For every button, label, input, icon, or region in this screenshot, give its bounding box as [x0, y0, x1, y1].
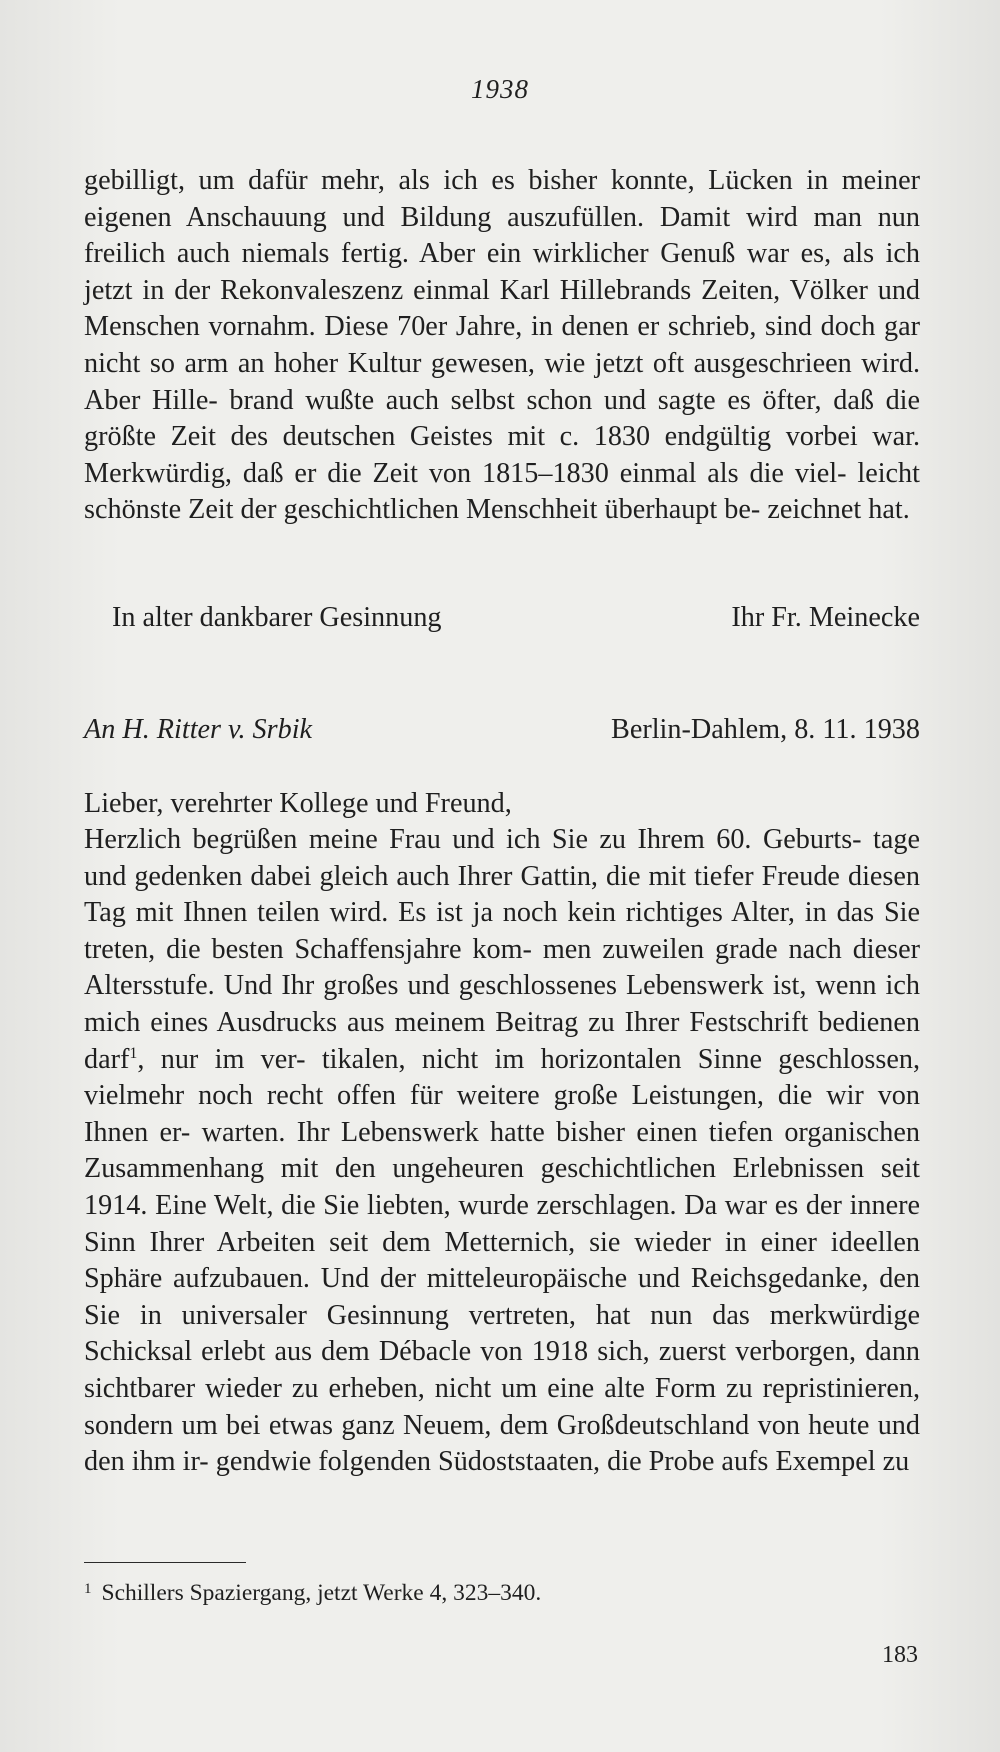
text-line: Kultur gewesen, wie jetzt oft ausgeschrieen wird. Aber Hille-: [84, 347, 921, 416]
footnote-reference: 1: [129, 1044, 138, 1062]
text-line: Zeit des deutschen Geistes mit c. 1830 endgültig vorbei war.: [170, 421, 921, 453]
text-line: recht offen für weitere große Leistungen, die wir von Ihnen er-: [84, 1080, 920, 1148]
text-line: brand wußte auch selbst schon und sagte es öfter, daß die größte: [84, 384, 921, 453]
text-line: gendwie folgenden Südoststaaten, die Probe aufs Exempel zu: [215, 1446, 910, 1478]
footnote-divider: [84, 1562, 246, 1563]
signature: Ihr Fr. Meinecke: [731, 602, 920, 633]
text-line: Herzlich begrüßen meine Frau und ich Sie zu Ihrem 60. Geburts-: [84, 824, 862, 855]
text-line: es der innere Sinn Ihrer Arbeiten seit dem Metternich, sie wieder: [84, 1189, 921, 1258]
text-line: Freude diesen Tag mit Ihnen teilen wird. Es ist ja noch kein: [84, 860, 921, 929]
letter-body-continued: [84, 163, 920, 529]
closing-formula: In alter dankbarer Gesinnung: [112, 602, 442, 633]
text-line: zeichnet hat.: [767, 494, 910, 526]
letter-closing: [112, 600, 920, 637]
text-line: warten. Ihr Lebenswerk hatte bisher einen tiefen organischen: [201, 1116, 921, 1148]
text-line: Jahre, in denen er schrieb, sind doch gar nicht so arm an hoher: [84, 311, 920, 379]
text-line: , nur im ver-: [137, 1043, 306, 1075]
footnote-text: Schillers Spaziergang, jetzt Werke 4, 323–340.: [101, 1580, 542, 1606]
text-line: Genuß war es, als ich jetzt in der Rekonvaleszenz einmal Karl: [84, 238, 921, 306]
text-line: wird man nun freilich auch niemals fertig. Aber ein wirklicher: [84, 201, 920, 270]
text-paragraph: [84, 163, 920, 529]
addressee: An H. Ritter v. Srbik: [84, 714, 313, 745]
footnote: [84, 1574, 541, 1608]
text-line: leicht schönste Zeit der geschichtlichen Menschheit überhaupt be-: [84, 457, 920, 526]
text-line: und Reichsgedanke, den Sie in universaler Gesinnung vertreten,: [84, 1263, 921, 1331]
place-and-date: Berlin-Dahlem, 8. 11. 1938: [611, 714, 920, 745]
text-line: hat nun das merkwürdige Schicksal erlebt aus dem Débacle von: [84, 1299, 921, 1368]
text-line: 1918 sich, zuerst verborgen, dann sichtbarer wieder zu erheben,: [84, 1336, 921, 1404]
text-line: ganz Neuem, dem Großdeutschland von heute und den ihm ir-: [84, 1409, 920, 1478]
letter-heading: [84, 712, 920, 749]
text-line: gebilligt, um dafür mehr, als ich es bisher konnte, Lücken in: [84, 165, 829, 196]
text-line: tikalen, nicht im horizontalen Sinne geschlossen, vielmehr noch: [84, 1043, 920, 1112]
text-line: tage und gedenken dabei gleich auch Ihrer Gattin, die mit tiefer: [84, 824, 920, 892]
text-line: seit 1914. Eine Welt, die Sie liebten, wurde zerschlagen. Da war: [84, 1153, 920, 1221]
running-head-year: 1938: [471, 74, 529, 104]
text-line: meiner eigenen Anschauung und Bildung auszufüllen. Damit: [84, 165, 920, 233]
letter-body: [84, 822, 920, 1481]
text-line: Zusammenhang mit den ungeheuren geschichtlichen Erlebnissen: [84, 1153, 865, 1185]
text-line: Hillebrands Zeiten, Völker und Menschen vornahm. Diese 70er: [84, 274, 921, 343]
text-paragraph: [84, 822, 920, 1481]
text-line: richtiges Alter, in das Sie treten, die besten Schaffensjahre kom-: [84, 897, 920, 965]
text-line: Merkwürdig, daß er die Zeit von 1815–1830 einmal als die viel-: [84, 457, 847, 489]
text-line: nicht um eine alte Form zu repristinieren, sondern um bei etwas: [84, 1372, 920, 1441]
text-line: meinem Beitrag zu Ihrer Festschrift bedienen darf: [84, 1006, 921, 1075]
text-line: in einer ideellen Sphäre aufzubauen. Und der mitteleuropäische: [84, 1226, 921, 1295]
salutation: Lieber, verehrter Kollege und Freund,: [84, 788, 512, 819]
text-line: geschlossenes Lebenswerk ist, wenn ich mich eines Ausdrucks aus: [84, 970, 920, 1038]
text-line: men zuweilen grade nach dieser Altersstufe. Und Ihr großes und: [84, 933, 921, 1002]
footnote-marker: 1: [84, 1581, 92, 1597]
page-number: 183: [882, 1642, 918, 1668]
